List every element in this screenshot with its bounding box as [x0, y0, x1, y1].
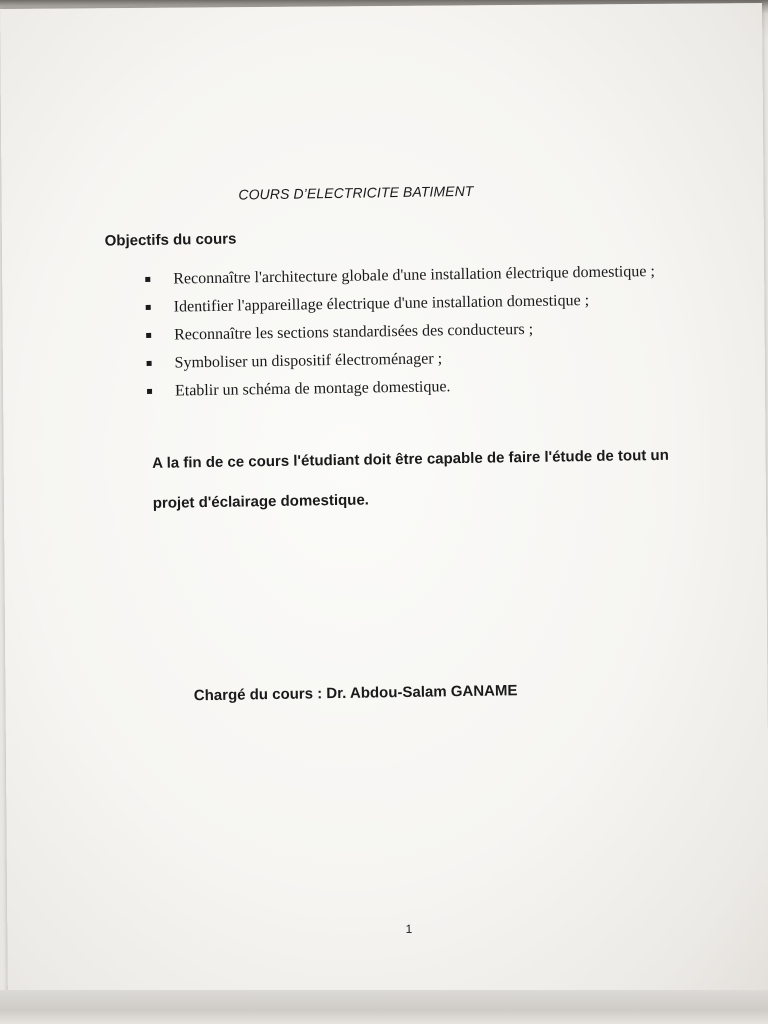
bullet-square-icon — [146, 305, 151, 310]
objective-text: Etablir un schéma de montage domestique. — [174, 378, 451, 400]
course-conclusion: A la fin de ce cours l'étudiant doit être capable de faire l'étude de tout un projet d'éclairage domestique. — [152, 446, 669, 512]
page-number: 1 — [405, 921, 413, 936]
bullet-square-icon — [145, 277, 150, 282]
bullet-square-icon — [147, 361, 152, 366]
document-title: COURS D’ELECTRICITE BATIMENT — [238, 182, 474, 203]
bullet-square-icon — [146, 333, 151, 338]
bullet-square-icon — [147, 389, 152, 394]
objectives-list — [145, 257, 707, 406]
objective-text: Reconnaître les sections standardisées des conducteurs ; — [174, 320, 534, 344]
objective-text: Symboliser un dispositif électroménager ; — [174, 350, 443, 372]
instructor-line: Chargé du cours : Dr. Abdou-Salam GANAME — [193, 682, 518, 705]
objective-text: Identifier l'appareillage électrique d'une installation domestique ; — [173, 292, 590, 316]
objective-text: Reconnaître l'architecture globale d'une installation électrique domestique ; — [173, 262, 655, 288]
objectives-heading: Objectifs du cours — [104, 230, 237, 250]
